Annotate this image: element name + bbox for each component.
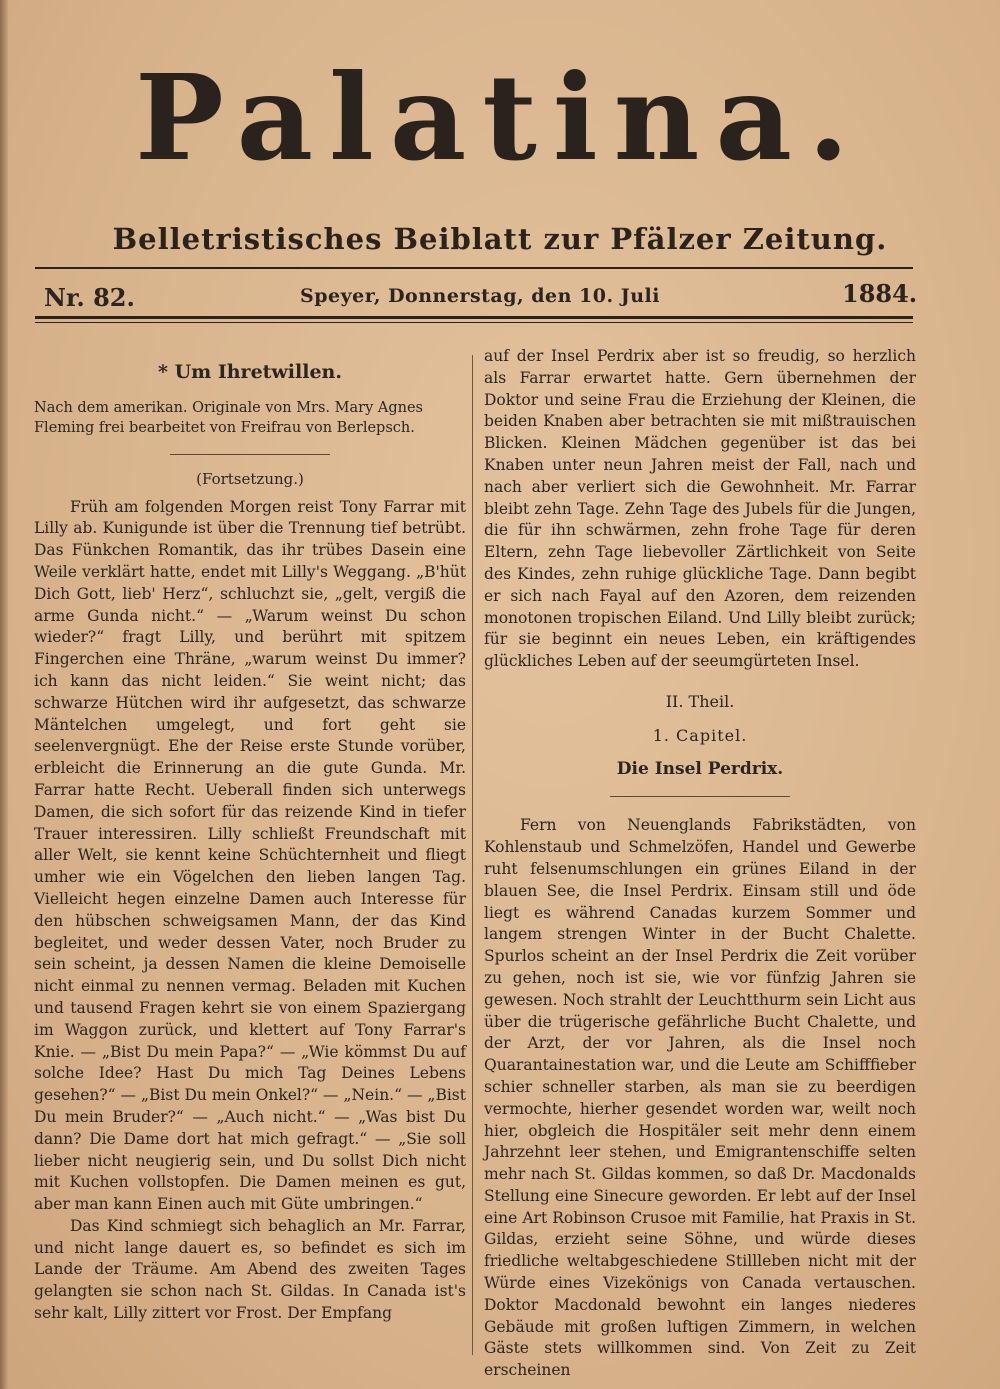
chapter-rule <box>610 796 790 797</box>
byline-rule <box>170 454 330 455</box>
issue-number: Nr. 82. <box>44 283 135 312</box>
story-byline: Nach dem amerikan. Originale von Mrs. Mary Agnes Fleming frei bearbeitet von Freifrau von Berlepsch. <box>34 399 423 436</box>
story-paragraph: Das Kind schmiegt sich behaglich an Mr. Farrar, und nicht lange dauert es, so befindet es sich im Lande der Träume. Am Abend des zweiten Tages gelangten sie schon nach St. Gildas. In Canada ist's sehr kalt, Lilly zittert vor Frost. Der Empfang <box>34 1216 466 1323</box>
header-rule-bottom-thin <box>35 322 913 323</box>
masthead-subtitle: Belletristisches Beiblatt zur Pfälzer Zeitung. <box>112 222 888 256</box>
column-divider <box>472 355 473 1355</box>
dateline: Speyer, Donnerstag, den 10. Juli <box>300 285 660 307</box>
part-heading: II. Theil. <box>665 691 735 711</box>
header-rule-bottom <box>35 316 913 319</box>
right-column <box>484 346 916 1382</box>
story-paragraph: auf der Insel Perdrix aber ist so freudig, so herzlich als Farrar erwartet hatte. Gern übernehmen der Doktor und seine Frau die Erziehung der Kleinen, die beiden Knaben aber betrachten sie mit mißtrauischen Blicken. Kleinen Mädchen gegenüber ist das bei Knaben unter neun Jahren meist der Fall, nach und nach aber verliert sich die Gewohnheit. Mr. Farrar bleibt zehn Tage. Zehn Tage des Jubels für die Jungen, die für ihn schwärmen, zehn frohe Tage für deren Eltern, zehn Tage liebevoller Zärtlichkeit von Seite des Kindes, zehn ruhige glückliche Tage. Dann begibt er sich nach Fayal auf den Azoren, dem reizenden monotonen tropischen Eiland. Und Lilly bleibt zurück; für sie beginnt ein neues Leben, ein kräftigendes glückliches Leben auf der seeumgürteten Insel. <box>484 347 916 671</box>
header-rule-top <box>35 267 913 269</box>
masthead-title: Palatina. <box>135 48 865 187</box>
story-paragraph: Fern von Neuenglands Fabrikstädten, von Kohlenstaub und Schmelzöfen, Handel und Gewerbe ruht felsenumschlungen ein grünes Eiland in der blauen See, die Insel Perdrix. Einsam still und öde liegt es während Canadas kurzem Sommer und langem strengen Winter in der Bucht Chalette. Spurlos scheint an der Insel Perdrix die Zeit vorüber zu gehen, noch ist sie, wie vor fünfzig Jahren sie gewesen. Noch strahlt der Leuchtthurm sein Licht aus über die trügerische gefährliche Bucht Chalette, und der Arzt, der vor Jahren, als die Insel noch Quarantainestation war, und die Leute am Schifffieber schier schneller starben, als man sie zu beerdigen vermochte, hierher gesendet worden war, weilt noch hier, obgleich die Hospitäler seit mehr denn einem Jahrzehnt leer stehen, und Emigrantenschiffe selten mehr nach St. Gildas kommen, so daß Dr. Macdonalds Stellung eine Sinecure geworden. Er lebt auf der Insel eine Art Robinson Crusoe mit Familie, hat Praxis in St. Gildas, erzieht seine Söhne, und würde dieses friedliche weltabgeschiedene Stillleben nicht mit der Würde eines Vizekönigs von Canada vertauschen. Doktor Macdonald bewohnt ein langes niederes Gebäude mit großen luftigen Zimmern, in welchen Gäste stets willkommen sind. Von Zeit zu Zeit erscheinen <box>484 816 916 1380</box>
chapter-heading: 1. Capitel. <box>652 725 748 745</box>
page-binding-edge <box>0 0 8 1389</box>
continuation-note: (Fortsetzung.) <box>196 469 304 488</box>
story-title: * Um Ihretwillen. <box>158 361 342 383</box>
chapter-title: Die Insel Perdrix. <box>616 758 784 779</box>
year: 1884. <box>842 279 918 308</box>
story-paragraph: Früh am folgenden Morgen reist Tony Farrar mit Lilly ab. Kunigunde ist über die Trennung tief betrübt. Das Fünkchen Romantik, das ihr trübes Dasein eine Weile verklärt hatte, endet mit Lilly's Weggang. „B'hüt Dich Gott, lieb' Herz“, schluchzt sie, „gelt, vergiß die arme Gunda nicht.“ — „Warum weinst Du schon wieder?“ fragt Lilly, und berührt mit spitzem Fingerchen eine Thräne, „warum weinst Du immer? ich kann das nicht leiden.“ Sie weint nicht; das schwarze Hütchen wird ihr aufgesetzt, das schwarze Mäntelchen umgelegt, und fort geht sie seelenvergnügt. Ehe der Reise erste Stunde vorüber, erbleicht die Erinnerung an die gute Gunda. Mr. Farrar hatte Recht. Ueberall finden sich unterwegs Damen, die sich sofort für das reizende Kind in tiefer Trauer interessiren. Lilly schließt Freundschaft mit aller Welt, sie kennt keine Schüchternheit und fliegt umher wie ein Vögelchen den lieben langen Tag. Vielleicht hegen einzelne Damen auch Interesse für den hübschen schweigsamen Mann, der das Kind begleitet, und weder dessen Vater, noch Bruder zu sein scheint, ja dessen Namen die kleine Demoiselle nicht einmal zu nennen vermag. Beladen mit Kuchen und tausend Fragen kehrt sie von einem Spaziergang im Waggon zurück, und klettert auf Tony Farrar's Knie. — „Bist Du mein Papa?“ — „Wie kömmst Du auf solche Idee? Hast Du mich Tag Deines Lebens gesehen?“ — „Bist Du mein Onkel?“ — „Nein.“ — „Bist Du mein Bruder?“ — „Auch nicht.“ — „Was bist Du dann? Die Dame dort hat mich gefragt.“ — „Sie soll lieber nicht neugierig sein, und Du sollst Dich nicht mit Kuchen vollstopfen. Die Damen meinen es gut, aber man kann Einen auch mit Güte umbringen.“ <box>34 497 466 1214</box>
left-column <box>34 362 466 1325</box>
